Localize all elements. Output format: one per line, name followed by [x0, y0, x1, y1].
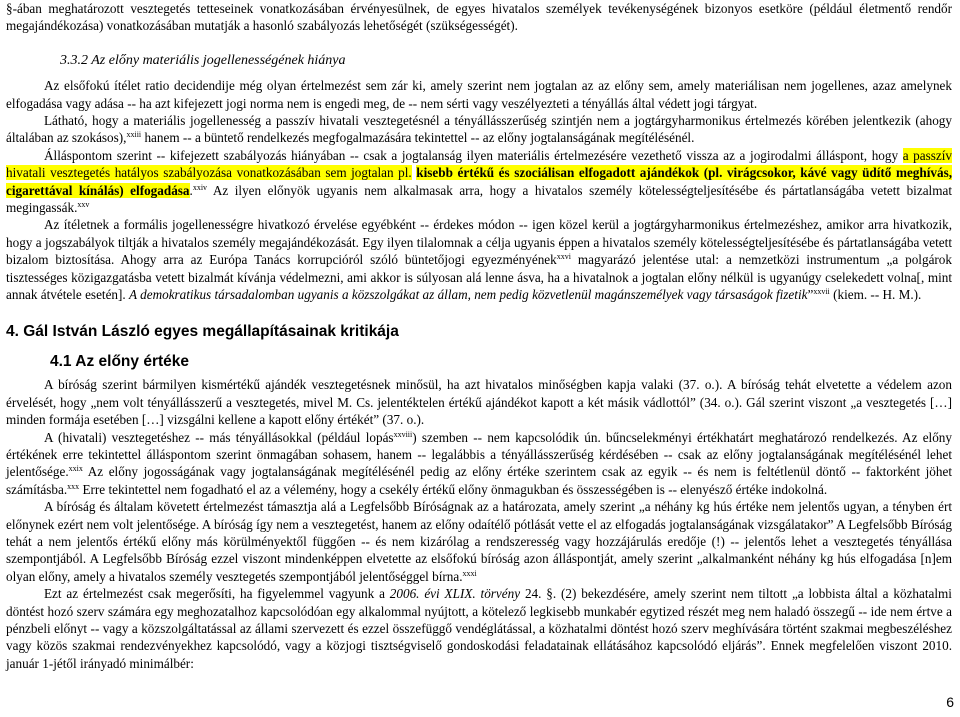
page-number: 6	[946, 693, 954, 710]
subsection-heading-4-1: 4.1 Az előny értéke	[50, 352, 189, 370]
paragraph-materialis-jogellenesseg: Látható, hogy a materiális jogellenesség a passzív hivatali vesztegetésnél a tényállásszerűség szintjén nem a jogtárgyharmonikus értelmezés körében jelentkezik (ahogy általában az szokásos),$^{xxiii}$ hanem -- a büntető rendelkezés megfogalmazására tekintettel -- az előny jogtalanságának megítélésénél.	[6, 113, 952, 146]
highlighted-text: a passzív hivatali vesztegetés hatályos szabályozása vonatkozásában sem jogtalan pl.	[6, 147, 952, 181]
footnote-ref[interactable]: xxx	[67, 481, 80, 491]
italic-quote: A demokratikus társadalomban ugyanis a közszolgákat az állam, nem pedig közvetlenül magánszemélyek vagy társaságok fizetik	[129, 287, 808, 303]
footnote-ref[interactable]: xxvi	[556, 252, 571, 262]
subsection-heading-3-3-2: 3.3.2 Az előny materiális jogellenességének hiánya	[60, 52, 346, 68]
paragraph-lobbi-torveny: Ezt az értelmezést csak megerősíti, ha figyelemmel vagyunk a 2006. évi XLIX. törvény 24. §. (2) bekezdésére, amely szerint nem tiltott „a lobbista által a közhatalmi döntést hozó szerv számára egy meghozatalhoz kapcsolódóan egy alkalommal nyújtott, a kötelező legkisebb munkabér egytized részét meg nem haladó összegű -- ide nem értve a pénzbeli előnyt -- vagy a közszolgáltatással az állami szervezett és ezzel összefüggő vendéglátással, a közhatalmi döntést hozó szerv meghívására történt szakmai megbeszéléshez vagy közös szakmai rendezvényekhez kapcsolódó, vagy a közjogi tisztségviselő gondoskodási feladatainak ellátásához kapcsolódó eljárás”. Ennek megfelelően viszont 2010. január 1-jétől irányadó minimálbér:	[6, 586, 952, 671]
footnote-ref[interactable]: xxix	[68, 464, 83, 474]
footnote-ref[interactable]: xxv	[77, 200, 90, 210]
italic-law-title: 2006. évi XLIX. törvény	[389, 586, 521, 602]
paragraph-hivatali-vesztegeteshez: A (hivatali) vesztegetéshez -- más tényállásokkal (például lopás$^{xxviii}$) szemben -- nem kapcsolódik ún. bűncselekményi értékhatárt meghatározó rendelkezés. Az előny értékének erre tekintettel álláspontom szerint önmagában sohasem, hanem -- legalábbis a tényállásszerűség kérdésében -- csak az előny jogtalanságának megítélésénél lehet jelentősége.$^{xxix}$ Az előny jogosságának vagy jogtalanságának megítélésénél pedig az előny értéke szerintem csak az egyik -- és nem is feltétlenül döntő -- faktorként jöhet számításba.$^{xxx}$ Erre tekintettel nem fogadható el az a vélemény, hogy a csekély értékű előny önmagukban és összességében is -- elenyésző értéke indokolná.	[6, 429, 952, 497]
footnote-ref[interactable]: xxiii	[126, 130, 142, 140]
section-heading-4: 4. Gál István László egyes megállapításainak kritikája	[6, 322, 399, 340]
footnote-ref[interactable]: xxvii	[813, 287, 830, 297]
paragraph-allaspontom: Álláspontom szerint -- kifejezett szabályozás hiányában -- csak a jogtalanság ilyen materiális értelmezésére vezethető vissza az a jogirodalmi álláspont, hogy a passzív hivatali vesztegetés hatályos szabályozása vonatkozásában sem jogtalan pl. kisebb értékű és szociálisan elfogadott ajándékok (pl. virágcsokor, kávé vagy üdítő meghívás, cigarettával kínálás) elfogadása.$^{xxiv}$ Az ilyen előnyök ugyanis nem alkalmasak arra, hogy a hivatalos személy kötelességteljesítésébe és pártatlanságába vetett bizalmat megingassák.$^{xxv}$	[6, 147, 953, 216]
continued-paragraph: §-ában meghatározott vesztegetés tetteseinek vonatkozásában érvényesülnek, de egyes hivatalos személyek tevékenységének bizonyos esetköre (például életmentő rendőr megajándékozása) vonatkozásában mutatják a hasonló szabályozás lehetőségét (szükségességét).	[6, 1, 952, 34]
paragraph-ratio-decidendi: Az elsőfokú ítélet ratio decidendije még olyan értelmezést sem zár ki, amely szerint nem jogtalan az az előny sem, amely materiálisan nem jogellenes, azaz amelynek elfogadása vagy adása -- ha azt kifejezett jogi norma nem is engedi meg, de -- nem sérti vagy veszélyezteti a tényállás által védett jogi tárgyat.	[6, 78, 952, 111]
footnote-ref[interactable]: xxiv	[192, 182, 208, 192]
footnote-ref[interactable]: xxviii	[393, 429, 413, 439]
document-page	[6, 0, 952, 672]
highlighted-bold-text: kisebb értékű és szociálisan elfogadott ajándékok (pl. virágcsokor, kávé vagy üdítő meghívás, cigarettával kínálás) elfogadása	[6, 165, 953, 198]
paragraph-legfelsobb-birosag: A bíróság és általam követett értelmezést támasztja alá a Legfelsőbb Bíróságnak az a határozata, amely szerint „a néhány kg hús értéke nem jelentős ugyan, a tényben ért előnynek ezért nem volt jelentősége. A bíróság így nem a vesztegetést, hanem az előny odaítélő pótlását vette el az elfogadás jogtalanságának vizsgálatakor” A Legfelsőbb Bíróság tehát a nem jelentős értékű előny más körülményektől függően -- és nem kizárólag a rendszeresség vagy hozzájárulás eredője (!) -- jelentős lehet a vesztegetés tényállása szempontjából. A Legfelsőbb Bíróság ezzel viszont mindenképpen elvetette az elsőfokú bíróság azon álláspontját, amely szerint „alkalmanként néhány kg hús elfogadása [n]em olyan előny, amely a hivatalos személy vesztegetés szempontjából jelentőséggel bírna.$^{xxxi}$	[6, 499, 952, 584]
paragraph-formalis-jogellenesseg: Az ítéletnek a formális jogellenességre hivatkozó érvelése egyébként -- érdekes módon -- igen közel kerül a jogtárgyharmonikus értelmezéshez, amikor arra hivatkozik, hogy a jogszabályok tiltják a hivatalos személy megajándékozását. Egy ilyen tilalomnak a célja ugyanis éppen a hivatalos személy kötelességteljesítésébe és pártatlanságába vetett bizalom biztosítása. Ahogy arra az Európa Tanács korrupcióról szóló büntetőjogi egyezményének$^{xxvi}$ magyarázó jelentése utal: a nemzetközi instrumentum „a polgárok tisztességes közigazgatásba vetett bizalmát kívánja védelmezni, ami akkor is súlyosan alá lenne ásva, ha a hivatalnok a jogtalan előny nélkül is ugyanúgy cselekedett volna[, mint annak átvétele esetén]. A demokratikus társadalomban ugyanis a közszolgákat az állam, nem pedig közvetlenül magánszemélyek vagy társaságok fizetik”$^{xxvii}$ (kiem. -- H. M.).	[6, 217, 952, 303]
paragraph-biro-sag-szerint: A bíróság szerint bármilyen kismértékű ajándék vesztegetésnek minősül, ha azt hivatalos minőségben kapja valaki (37. o.). A bíróság tehát elvetette a védelem azon érvelését, hogy „nem volt tényállásszerű a vesztegetés, mivel M. Cs. jelentéktelen értékű ajándékot kapott a két másik vádlottól” (34. o.). Gál szerint viszont „a vesztegetés […] minden formája esetében […] vizsgálni kellene a kapott előny értékét” (37. o.).	[6, 377, 952, 428]
footnote-ref[interactable]: xxxi	[462, 568, 477, 578]
